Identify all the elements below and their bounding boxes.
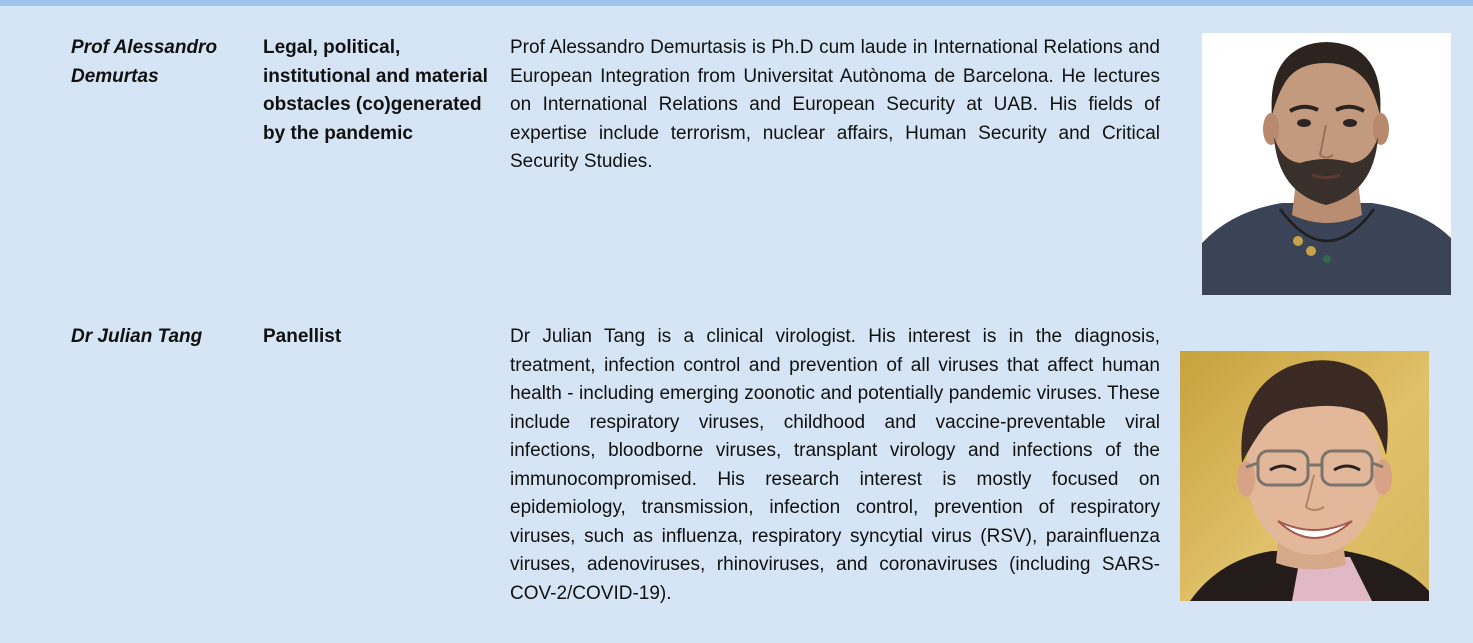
speaker-row (0, 323, 1473, 603)
speaker-name: Dr Julian Tang (71, 326, 203, 347)
speaker-photo (1202, 33, 1451, 295)
speaker-bio: Dr Julian Tang is a clinical virologist. His interest is in the diagnosis, treatment, infection control and prevention of all viruses that affect human health - including emerging zoonotic and potentially pandemic viruses. These include respiratory viruses, childhood and vaccine-preventable viral infections, bloodborne viruses, transplant virology and infections of the immunocompromised. His research interest is mostly focused on epidemiology, transmission, infection control, prevention of respiratory viruses, such as influenza, respiratory syncytial virus (RSV), parainfluenza viruses, adenoviruses, rhinoviruses, and coronaviruses (including SARS-COV-2/COVID-19). (510, 326, 1160, 604)
speaker-role: Legal, political, institutional and material obstacles (co)generated by the pandemic (263, 37, 488, 144)
top-border-band (0, 0, 1473, 6)
speaker-photo (1180, 351, 1429, 601)
speaker-role: Panellist (263, 326, 342, 347)
speaker-row (0, 34, 1473, 296)
speaker-name: Prof Alessandro Demurtas (71, 37, 218, 87)
speaker-bio: Prof Alessandro Demurtasis is Ph.D cum laude in International Relations and European Integration from Universitat Autònoma de Barcelona. He lectures on International Relations and European Security at UAB. His fields of expertise include terrorism, nuclear affairs, Human Security and Critical Security Studies. (510, 37, 1160, 172)
